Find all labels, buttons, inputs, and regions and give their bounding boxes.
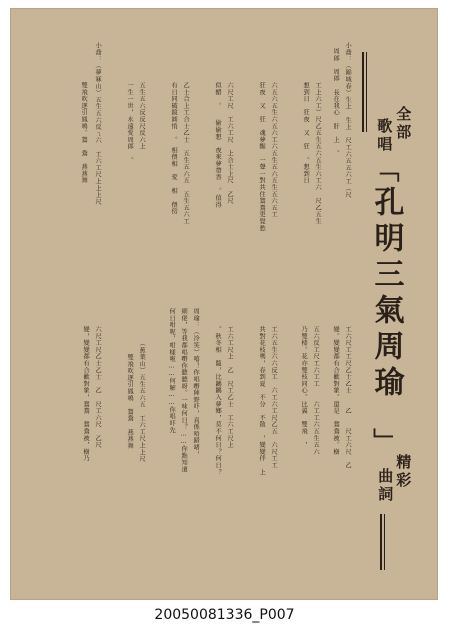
title-suffix-1: 精彩	[394, 454, 413, 490]
title-prefix-1: 全部	[394, 106, 413, 142]
lyric-line: 似醋 。 偷偷想 夜來夢帶香 。值得	[214, 82, 222, 209]
lyric-line: 細佬，等我都唱嘢你聽聽呀。一味何日？……你點知道	[180, 308, 188, 473]
lyric-line: 五生五六反反尺反六上	[138, 82, 146, 150]
title-suffix-2: 曲詞	[376, 468, 395, 504]
lyric-line: 何日咁呢，咁樣啦……何解……你唱吓先	[168, 308, 176, 434]
lyric-line: 想到日 狂夜 又 狂 。想到日	[302, 82, 310, 184]
title-rule-bottom-2	[384, 514, 385, 570]
lyric-line: 工上六工）尺乙五生五六五生六工六 尺乙五生	[314, 82, 322, 225]
lyric-line: 變。變變都有合歡對象。還是 鴛鴦被。樹	[332, 326, 340, 456]
lyric-line: 雙飛吹逐引鳳鳴。鴛 鴦 燕燕舞	[80, 82, 88, 184]
lyric-line: 變，變變都有合歡對象，鴛鴦 鴛鴦被，樹乃	[82, 326, 90, 462]
title-rule-left	[362, 52, 364, 132]
title-quote-close: 」	[368, 428, 399, 460]
title-quote-open: 「	[368, 156, 399, 188]
lyric-line: 小喬：（錦城春）生上 生上 尺工六五五六工（尺	[344, 42, 352, 199]
lyric-line: 共對花枝嗎，春到夏 不分 不散 ，變變伴 上	[258, 326, 266, 476]
lyric-line: （蕉葉山）五生五六五 工六工尺上上尺	[138, 340, 146, 463]
lyric-line: 。秋冬相 隨，比鶼鶼入夢鄉，莫不何日？何日？	[214, 326, 222, 476]
image-caption: 20050081336_P007	[154, 607, 295, 623]
lyric-line: 工六尺工工尺乙士乙士 乙 尺工六尺 乙	[344, 326, 352, 469]
lyric-line: 有日同破鏡圓悄 。 相偎相 愛 相 偎傍	[170, 82, 178, 215]
lyric-line: 雙飛吹逐引鳳鳴 鴛鴦 燕燕舞	[126, 354, 134, 450]
lyric-line: 小喬：（夢冧山）五生五六反ㄟ六 工六工尺上上上尺	[94, 42, 102, 206]
lyric-line: 六尺工尺 工六工尺 上合士上尺 乙尺	[226, 82, 234, 205]
title-rule-bottom	[380, 514, 382, 570]
lyric-line: 工六工尺上 乙 尺工乙士 工六工尺上	[226, 326, 234, 449]
lyric-line: 乃雙棲。花亦雙枝同心。比翼 雙飛 ，	[300, 326, 308, 449]
document-page	[10, 8, 438, 600]
lyric-line: 周郎 周郎 長在我心 肝 上 。	[332, 48, 340, 157]
lyric-line: 周瑜：（冷笑）嘻！你唱嘢陣野吓，真係唔錯啫，	[192, 308, 200, 458]
lyric-line: 狂夜 又 狂 魂夢醒 一聲一對共住鴛鴦更覺愁	[258, 82, 266, 232]
lyric-line: 五六反工尺工六工工 六工工六五生五六	[312, 326, 320, 456]
lyric-line: 六五六五生六五六工六五生五六五生五六五工	[270, 82, 278, 218]
lyric-line: 一生一世，永遠愛周郎 。	[126, 82, 134, 164]
title-rule-left-2	[366, 52, 367, 132]
lyric-line: 乙士合上工合士乙士 五生五六五 五生五六工	[182, 82, 190, 225]
lyric-line: 六尺工尺乙士乙士 乙 尺工六尺 乙尺	[94, 326, 102, 449]
title-prefix-2: 歌唱	[375, 118, 394, 154]
main-title: 孔明三氣周瑜	[368, 186, 404, 402]
lyric-line: 工六五生六六反工 六工六工尺乙五 六尺工工	[270, 326, 278, 469]
